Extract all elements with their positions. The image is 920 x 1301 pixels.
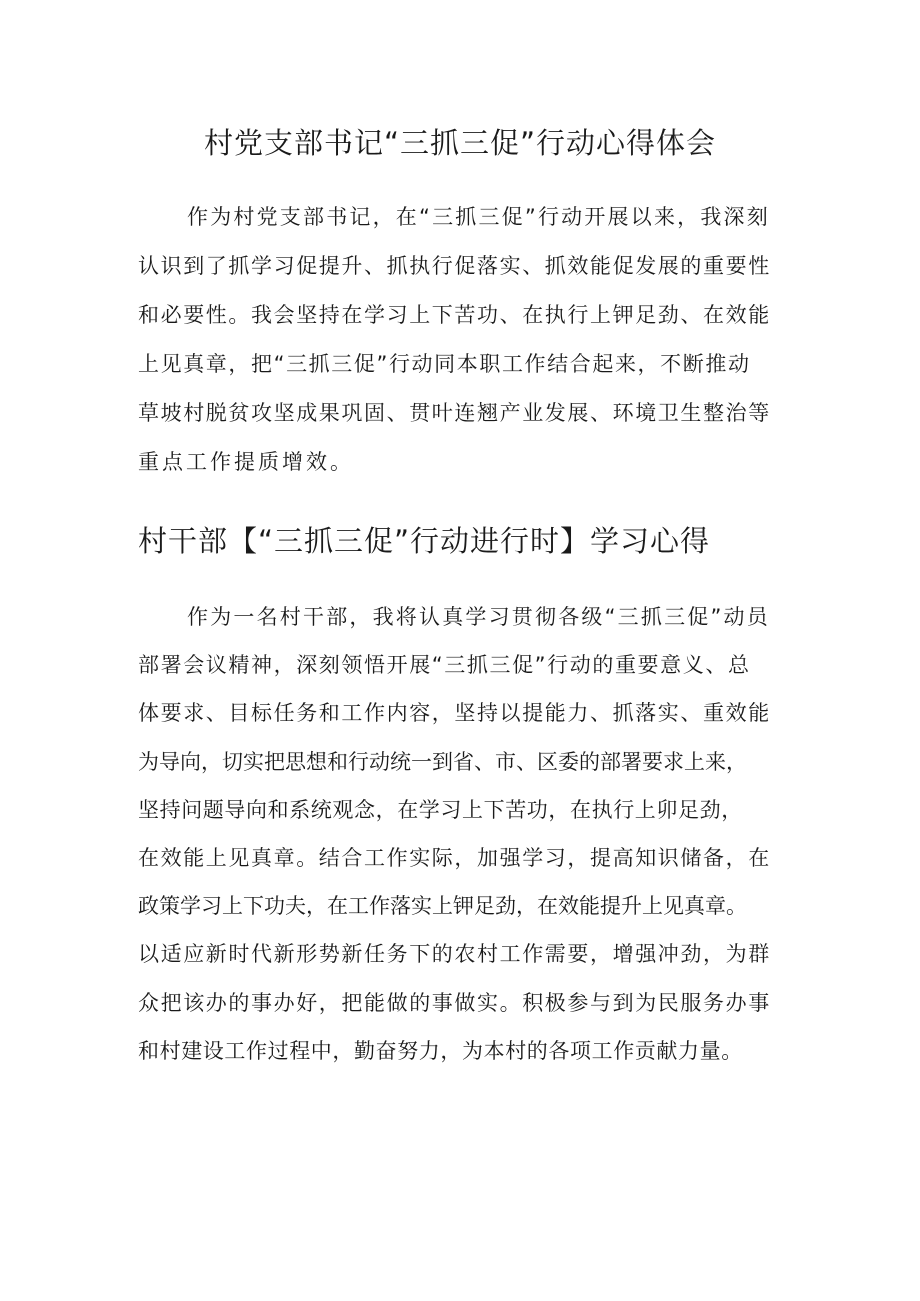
paragraph-line: 众把该办的事办好，把能做的事做实。积极参与到为民服务办事 xyxy=(138,990,771,1015)
paragraph-line: 体要求、目标任务和工作内容，坚持以提能力、抓落实、重效能 xyxy=(138,701,771,726)
paragraph-line: 认识到了抓学习促提升、抓执行促落实、抓效能促发展的重要性 xyxy=(138,254,771,278)
paragraph-line: 作为一名村干部，我将认真学习贯彻各级“三抓三促”动员 xyxy=(187,605,770,629)
paragraph-line: 为导向，切实把思想和行动统一到省、市、区委的部署要求上来， xyxy=(138,749,747,774)
paragraph-line: 在效能上见真章。结合工作实际，加强学习，提高知识储备，在 xyxy=(138,845,771,870)
paragraph-line: 草坡村脱贫攻坚成果巩固、贯叶连翘产业发展、环境卫生整治等 xyxy=(138,401,771,425)
section2-paragraph xyxy=(138,593,798,1075)
section1-paragraph xyxy=(138,193,798,487)
paragraph-line: 坚持问题导向和系统观念，在学习上下苦功，在执行上卯足劲， xyxy=(138,797,743,822)
paragraph-line: 上见真章，把“三抓三促”行动同本职工作结合起来，不断推动 xyxy=(138,352,751,376)
section1-title: 村党支部书记“三抓三促”行动心得体会 xyxy=(203,126,717,160)
paragraph-line: 部署会议精神，深刻领悟开展“三抓三促”行动的重要意义、总 xyxy=(138,653,751,678)
paragraph-line: 和村建设工作过程中，勤奋努力，为本村的各项工作贡献力量。 xyxy=(138,1038,743,1063)
paragraph-line: 和必要性。我会坚持在学习上下苦功、在执行上钾足劲、在效能 xyxy=(138,303,771,327)
paragraph-line: 重点工作提质增效。 xyxy=(138,450,354,474)
paragraph-line: 政策学习上下功夫，在工作落实上钾足劲，在效能提升上见真章。 xyxy=(138,894,747,919)
section2-title: 村干部【“三抓三促”行动进行时】学习心得 xyxy=(138,524,711,558)
paragraph-line: 以适应新时代新形势新任务下的农村工作需要，增强冲劲，为群 xyxy=(138,942,771,967)
paragraph-line: 作为村党支部书记，在“三抓三促”行动开展以来，我深刻 xyxy=(187,205,770,229)
